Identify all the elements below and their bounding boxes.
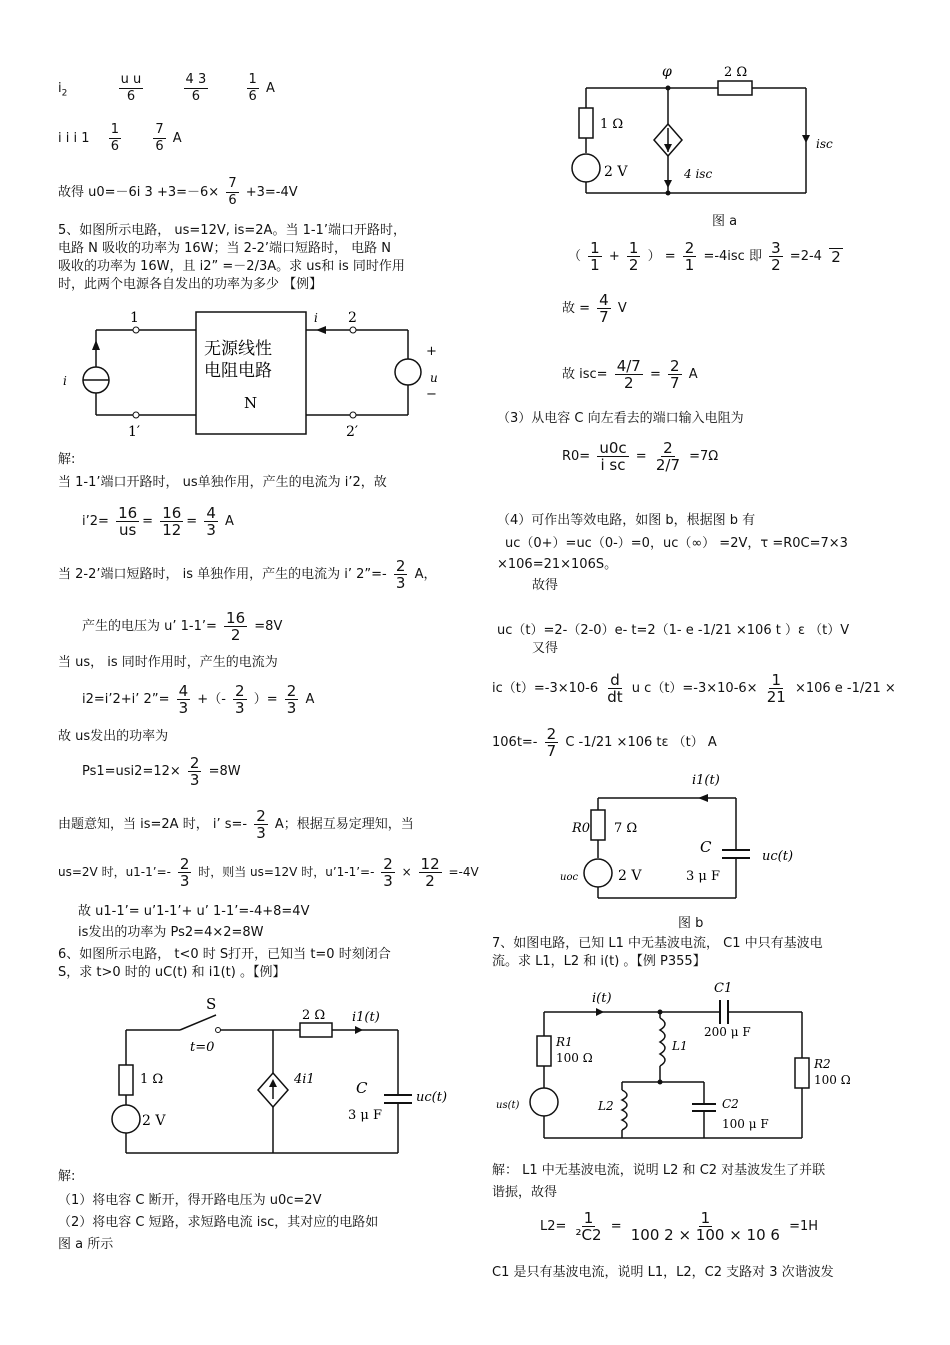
eq-r5: R0= $\frac{u0c}{\text{i sc}}$ = $\frac{2}{2/7}$ =7Ω — [562, 439, 719, 474]
source-label: 2 V — [142, 1113, 166, 1129]
figure-b-circuit — [558, 768, 800, 908]
us-label: u — [430, 371, 438, 385]
step-4-line-5: 又得 — [532, 641, 559, 656]
fig3-c2-label: C2 — [722, 1097, 739, 1111]
eq-u0: 故得 u0=－6i 3 +3=－6× $\frac{7}{6}$ +3=-4V — [58, 176, 298, 208]
sol-line-1: 当 1-1’端口开路时， us单独作用，产生的电流为 i’2，故 — [58, 475, 387, 490]
sol-line-7: 故 us发出的功率为 — [58, 729, 169, 744]
dep-source-label: 4i1 — [294, 1072, 315, 1087]
i2-label: i — [314, 311, 318, 325]
sol-7-line-1: 解： L1 中无基波电流，说明 L2 和 C2 对基波发生了并联 — [492, 1163, 826, 1178]
eq-r1: （ $\frac{1}{1}$ + $\frac{1}{2}$ ） = $\frac{2}{1}$ =-4isc 即 $\frac{3}{2}$ =2-4 2 — [568, 240, 846, 273]
solution-label: 解: — [58, 452, 76, 467]
fig3-it-label: i(t) — [592, 991, 612, 1006]
sol-line-3: 当 2-2’端口短路时， is 单独作用，产生的电流为 i’ 2”=- $\frac{2}{3}$ A， — [58, 557, 437, 592]
figure-1-circuit — [58, 300, 468, 440]
node-1-label: 1 — [130, 310, 139, 326]
step-4-line-4: 故得 — [532, 578, 559, 593]
fig3-r2-value: 100 Ω — [814, 1073, 851, 1087]
sol-line-11: 故 u1-1’= u’1-1’+ u’ 1-1’=-4+8=4V — [78, 904, 310, 919]
network-label-1: 无源线性 — [204, 339, 272, 359]
step-4: （4）可作出等效电路，如图 b，根据图 b 有 — [497, 513, 756, 528]
us-minus: − — [426, 387, 437, 402]
switch-label: S — [206, 995, 217, 1013]
fig3-r2-label: R2 — [814, 1057, 831, 1071]
figb-uoc-label: uoc — [560, 872, 579, 883]
eq-i3: i i i 1 $\frac{1}{6}$ $\frac{7}{6}$ A — [58, 122, 182, 154]
r2-label: 2 Ω — [302, 1008, 326, 1023]
figa-r1-label: 1 Ω — [600, 117, 624, 132]
figb-source-label: 2 V — [618, 868, 642, 884]
sol-line-2: i’2= $\frac{16}{us}$ = $\frac{16}{12}$ = $\frac{4}{3}$ A — [82, 504, 234, 539]
fig3-r1-label: R1 — [556, 1035, 573, 1049]
eq-r3: 故 isc= $\frac{4/7}{2}$ = $\frac{2}{7}$ A — [562, 357, 698, 392]
sol-line-8: Ps1=usi2=12× $\frac{2}{3}$ =8W — [82, 754, 241, 789]
figb-cap-label: C — [700, 838, 712, 856]
step-4-line-3: ×106=21×106S。 — [497, 557, 618, 572]
fig3-r1-value: 100 Ω — [556, 1051, 593, 1065]
figb-cap-value: 3 μ F — [686, 869, 721, 884]
step-3: （3）从电容 C 向左看去的端口输入电阻为 — [497, 411, 744, 426]
fig3-c1-value: 200 μ F — [704, 1025, 751, 1039]
figa-isc-label: isc — [816, 137, 833, 151]
fig3-c1-label: C1 — [714, 981, 733, 996]
sol-line-6: i2=i’2+i’ 2”= $\frac{4}{3}$ +（- $\frac{2}{3}$ ）= $\frac{2}{3}$ A — [82, 682, 315, 717]
step-2b: 图 a 所示 — [58, 1237, 114, 1252]
fig3-l2-label: L2 — [598, 1099, 614, 1113]
problem-5: 5、如图所示电路， us=12V, is=2A。当 1-1’端口开路时， 电路 N 吸收的功率为 16W；当 2-2’端口短路时， 电路 N 吸收的功率为 16W，且 i2” =－2/3A。求 us和 is 同时作用 时，此两个电源各自发出的功率为多少 【例】 — [58, 223, 406, 292]
phi-label: φ — [662, 64, 672, 80]
i1-label: i1(t) — [352, 1010, 380, 1025]
fig3-us-label: us(t) — [496, 1100, 520, 1111]
figure-b-caption: 图 b — [678, 916, 704, 931]
figa-dep-label: 4 isc — [684, 167, 713, 181]
figb-r0-label: R0 — [572, 821, 591, 836]
cap-value: 3 μ F — [348, 1108, 383, 1123]
figure-a-circuit — [568, 58, 840, 208]
sol-line-4: 产生的电压为 u’ 1-1’= $\frac{16}{2}$ =8V — [82, 609, 283, 644]
solution-2-label: 解: — [58, 1169, 76, 1184]
fig3-l1-label: L1 — [672, 1039, 688, 1053]
cap-label: C — [356, 1079, 368, 1097]
us-plus: + — [426, 344, 437, 359]
network-label-3: N — [244, 394, 258, 412]
fig3-c2-value: 100 μ F — [722, 1117, 769, 1131]
node-2p-label: 2′ — [346, 424, 359, 440]
figb-i1-label: i1(t) — [692, 773, 720, 788]
node-2-label: 2 — [348, 310, 357, 326]
eq-r2: 故 = $\frac{4}{7}$ V — [562, 291, 627, 326]
figa-source-label: 2 V — [604, 164, 628, 180]
node-1p-label: 1′ — [128, 424, 141, 440]
eq-ic: ic（t）=-3×10-6 $\frac{d}{dt}$ u c（t）=-3×10-6× $\frac{1}{21}$ ×106 e -1/21 × — [492, 671, 896, 706]
figure-a-caption: 图 a — [712, 214, 738, 229]
eq-uc: uc（t）=2-（2-0）e- t=2（1- e -1/21 ×106 t ）ε （t）V — [497, 623, 850, 638]
sol-line-10: us=2V 时，u1-1’=- $\frac{2}{3}$ 时，则当 us=12V 时，u’1-1’=- $\frac{2}{3}$ × $\frac{12}{2}$ =-4V — [58, 855, 479, 890]
sol-7-line-3: C1 是只有基波电流，说明 L1，L2，C2 支路对 3 次谐波发 — [492, 1265, 834, 1280]
figure-3-circuit — [492, 978, 852, 1148]
sol-7-line-2: 谐振，故得 — [492, 1185, 558, 1200]
step-4-line-2: uc（0+）=uc（0-）=0，uc（∞） =2V，τ =R0C=7×3 — [505, 536, 848, 551]
step-1: （1）将电容 C 断开，得开路电压为 u0c=2V — [58, 1193, 322, 1208]
switch-time-label: t=0 — [190, 1040, 215, 1055]
network-label-2: 电阻电路 — [204, 361, 272, 381]
problem-7: 7、如图电路，已知 L1 中无基波电流， C1 中只有基波电 流。求 L1，L2 和 i(t) 。【例 P355】 — [492, 936, 823, 969]
figb-uc-label: uc(t) — [762, 849, 794, 864]
sol-line-9: 由题意知，当 is=2A 时， i’ s=- $\frac{2}{3}$ A；根据互易定理知，当 — [58, 807, 414, 842]
is-label: i — [63, 374, 67, 388]
step-2: （2）将电容 C 短路，求短路电流 isc，其对应的电路如 — [58, 1215, 379, 1230]
sol-line-12: is发出的功率为 Ps2=4×2=8W — [78, 925, 264, 940]
r1-label: 1 Ω — [140, 1072, 164, 1087]
eq-ic-2: 106t=- $\frac{2}{7}$ C -1/21 ×106 tε （t） A — [492, 725, 717, 760]
figa-r2-label: 2 Ω — [724, 65, 748, 80]
figb-r-value: 7 Ω — [614, 821, 638, 836]
eq-l2: L2= $\frac{1}{\text{²C2}}$ = $\frac{1}{100 2 \times 100 \times 10 6}$ =1H — [540, 1209, 819, 1244]
eq-i2: $i_2$ $\frac{\text{u u}}{6}$ $\frac{4 3}{6}$ $\frac{1}{6}$ A — [58, 72, 275, 104]
problem-6: 6、如图所示电路， t<0 时 S打开，已知当 t=0 时刻闭合 S，求 t>0 时的 uC(t) 和 i1(t) 。【例】 — [58, 947, 391, 980]
figure-2-circuit — [108, 985, 458, 1165]
sol-line-5: 当 us， is 同时作用时，产生的电流为 — [58, 655, 278, 670]
uc-label: uc(t) — [416, 1090, 448, 1105]
